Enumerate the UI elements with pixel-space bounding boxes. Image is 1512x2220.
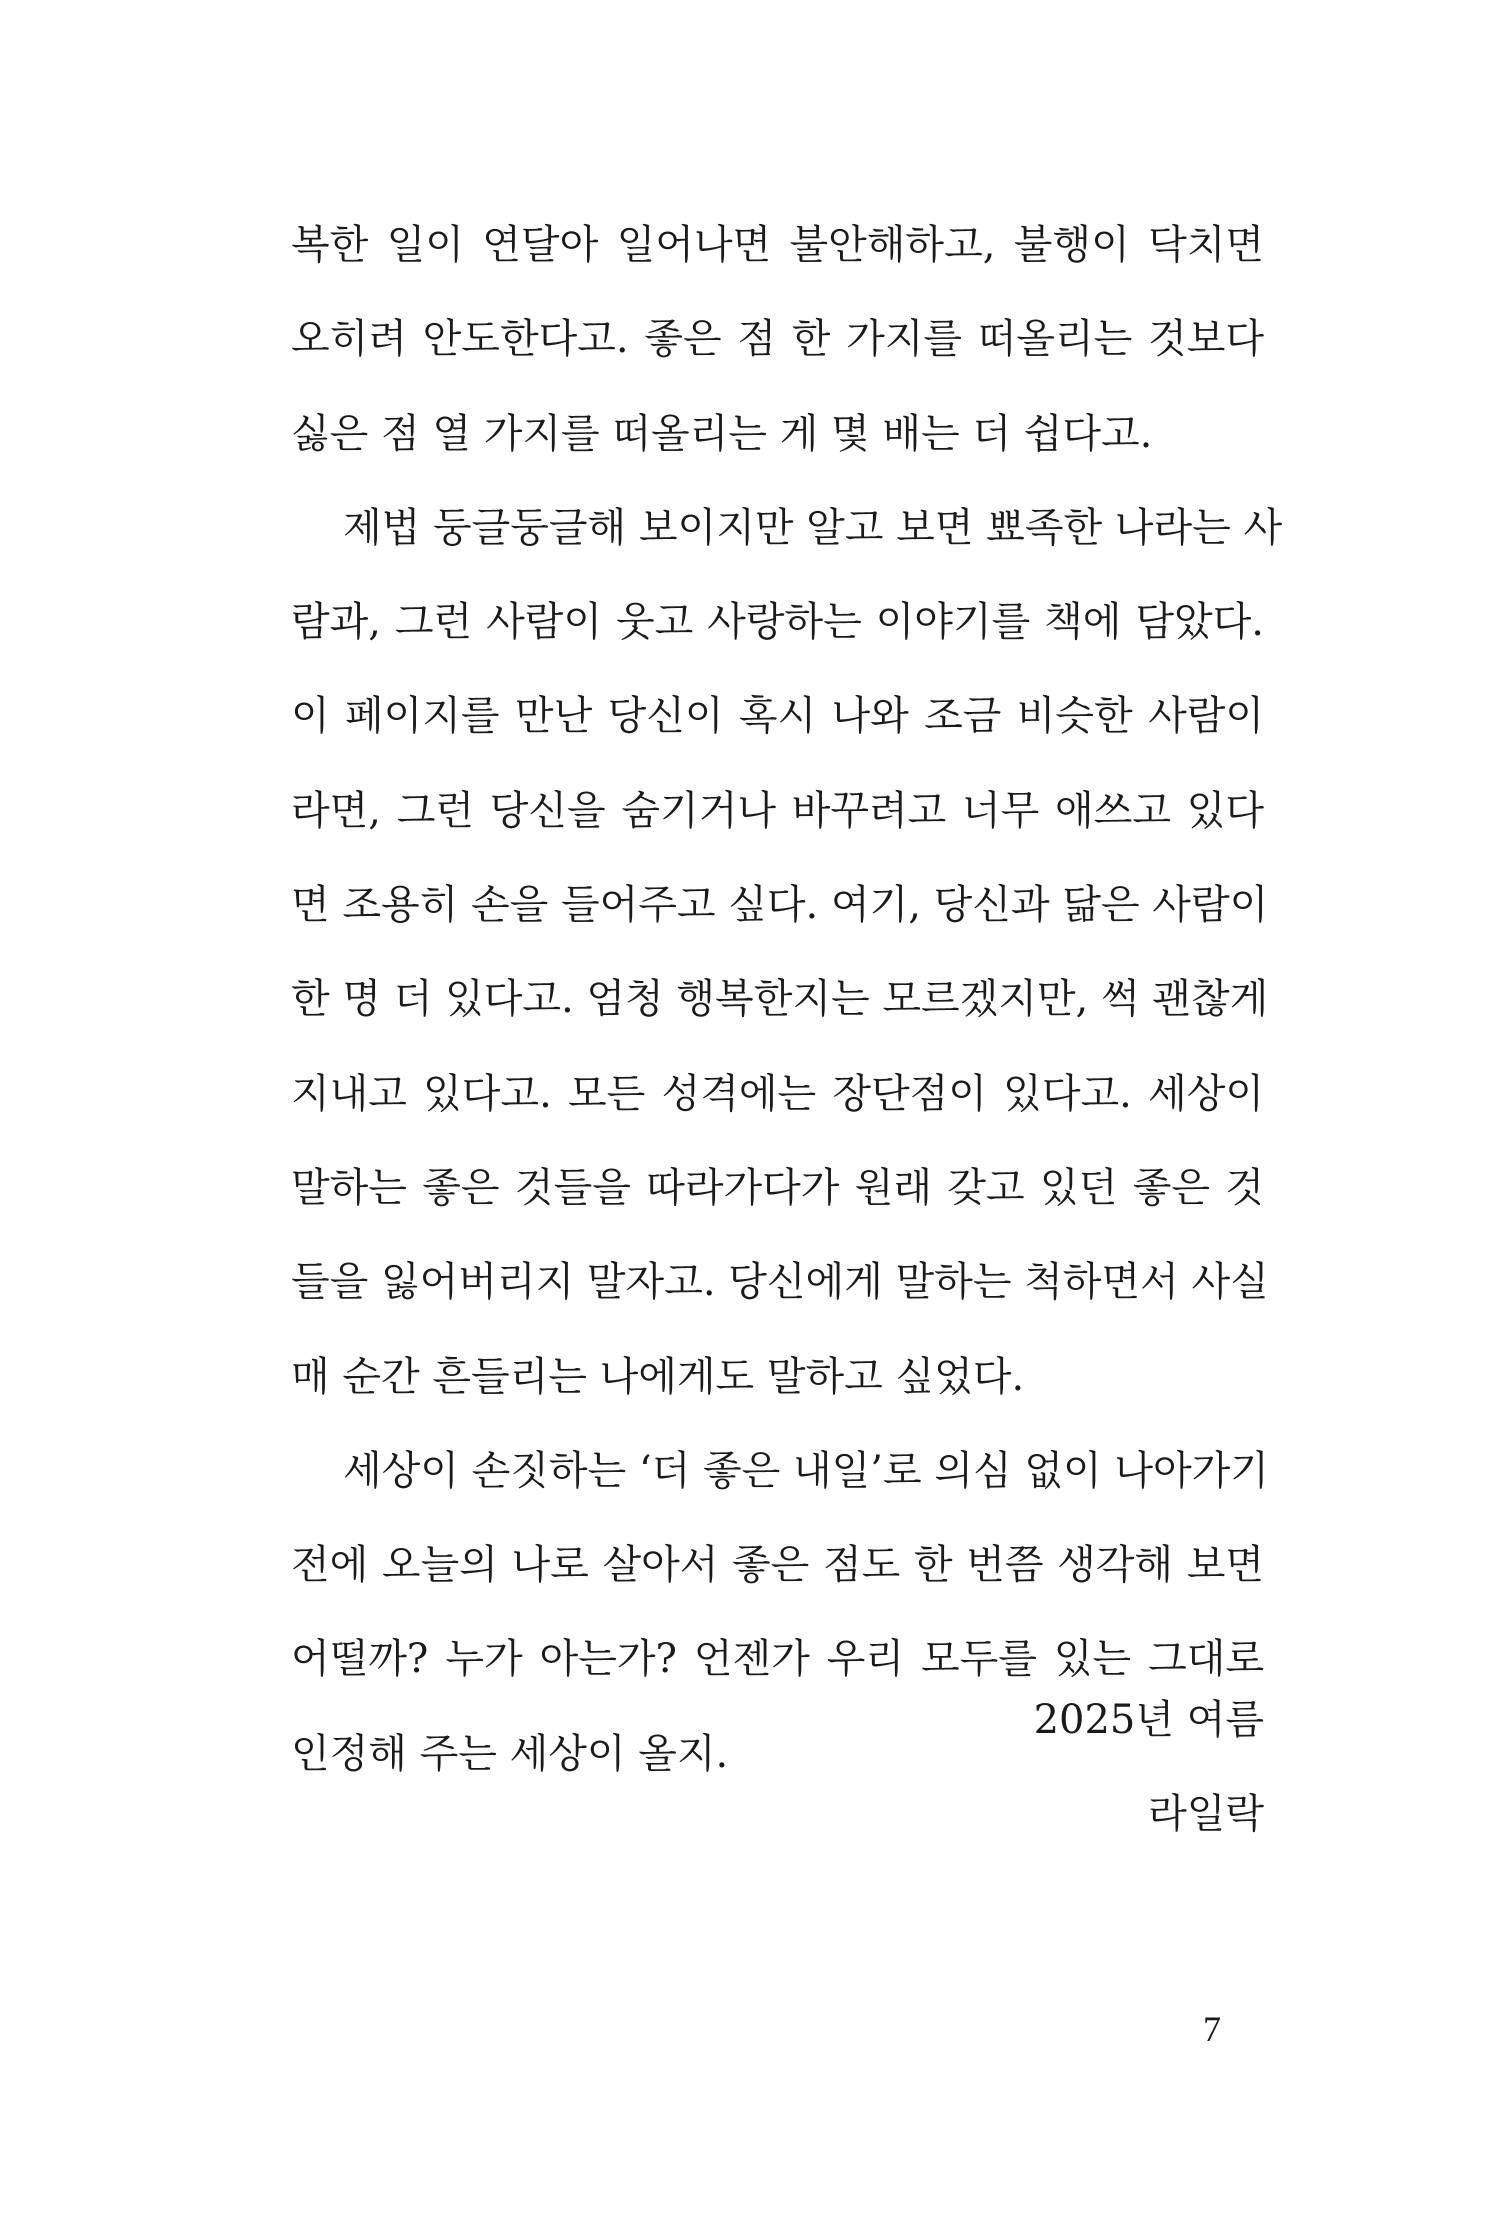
signoff-author: 라일락: [1148, 1791, 1264, 1837]
text-line: 한 명 더 있다고. 엄청 행복한지는 모르겠지만, 썩 괜찮게: [291, 976, 1269, 1023]
text-line: 이 페이지를 만난 당신이 혹시 나와 조금 비슷한 사람이: [291, 693, 1264, 740]
text-line: 말하는 좋은 것들을 따라가다가 원래 갖고 있던 좋은 것: [291, 1164, 1264, 1211]
text-line: 제법 둥글둥글해 보이지만 알고 보면 뾰족한 나라는 사: [343, 504, 1283, 551]
text-line: 라면, 그런 당신을 숨기거나 바꾸려고 너무 애쓰고 있다: [291, 787, 1264, 834]
signoff-date: 2025년 여름: [1033, 1697, 1264, 1743]
page-number: 7: [1203, 2009, 1221, 2049]
text-line: 람과, 그런 사람이 웃고 사랑하는 이야기를 책에 담았다.: [291, 599, 1264, 646]
text-line: 전에 오늘의 나로 살아서 좋은 점도 한 번쯤 생각해 보면: [291, 1542, 1264, 1589]
text-line: 어떨까? 누가 아는가? 언젠가 우리 모두를 있는 그대로: [291, 1636, 1264, 1683]
text-line: 오히려 안도한다고. 좋은 점 한 가지를 떠올리는 것보다: [291, 316, 1264, 363]
text-line: 지내고 있다고. 모든 성격에는 장단점이 있다고. 세상이: [291, 1070, 1264, 1117]
body-text: [291, 208, 1283, 1811]
text-line: 복한 일이 연달아 일어나면 불안해하고, 불행이 닥치면: [291, 222, 1264, 268]
text-line: 싫은 점 열 가지를 떠올리는 게 몇 배는 더 쉽다고.: [291, 410, 1153, 457]
text-line: 세상이 손짓하는 ‘더 좋은 내일’로 의심 없이 나아가기: [343, 1447, 1269, 1494]
text-line: 면 조용히 손을 들어주고 싶다. 여기, 당신과 닮은 사람이: [291, 882, 1269, 929]
text-line: 들을 잃어버리지 말자고. 당신에게 말하는 척하면서 사실: [291, 1259, 1269, 1306]
text-line: 매 순간 흔들리는 나에게도 말하고 싶었다.: [291, 1353, 1025, 1400]
text-line: 인정해 주는 세상이 올지.: [291, 1730, 729, 1777]
